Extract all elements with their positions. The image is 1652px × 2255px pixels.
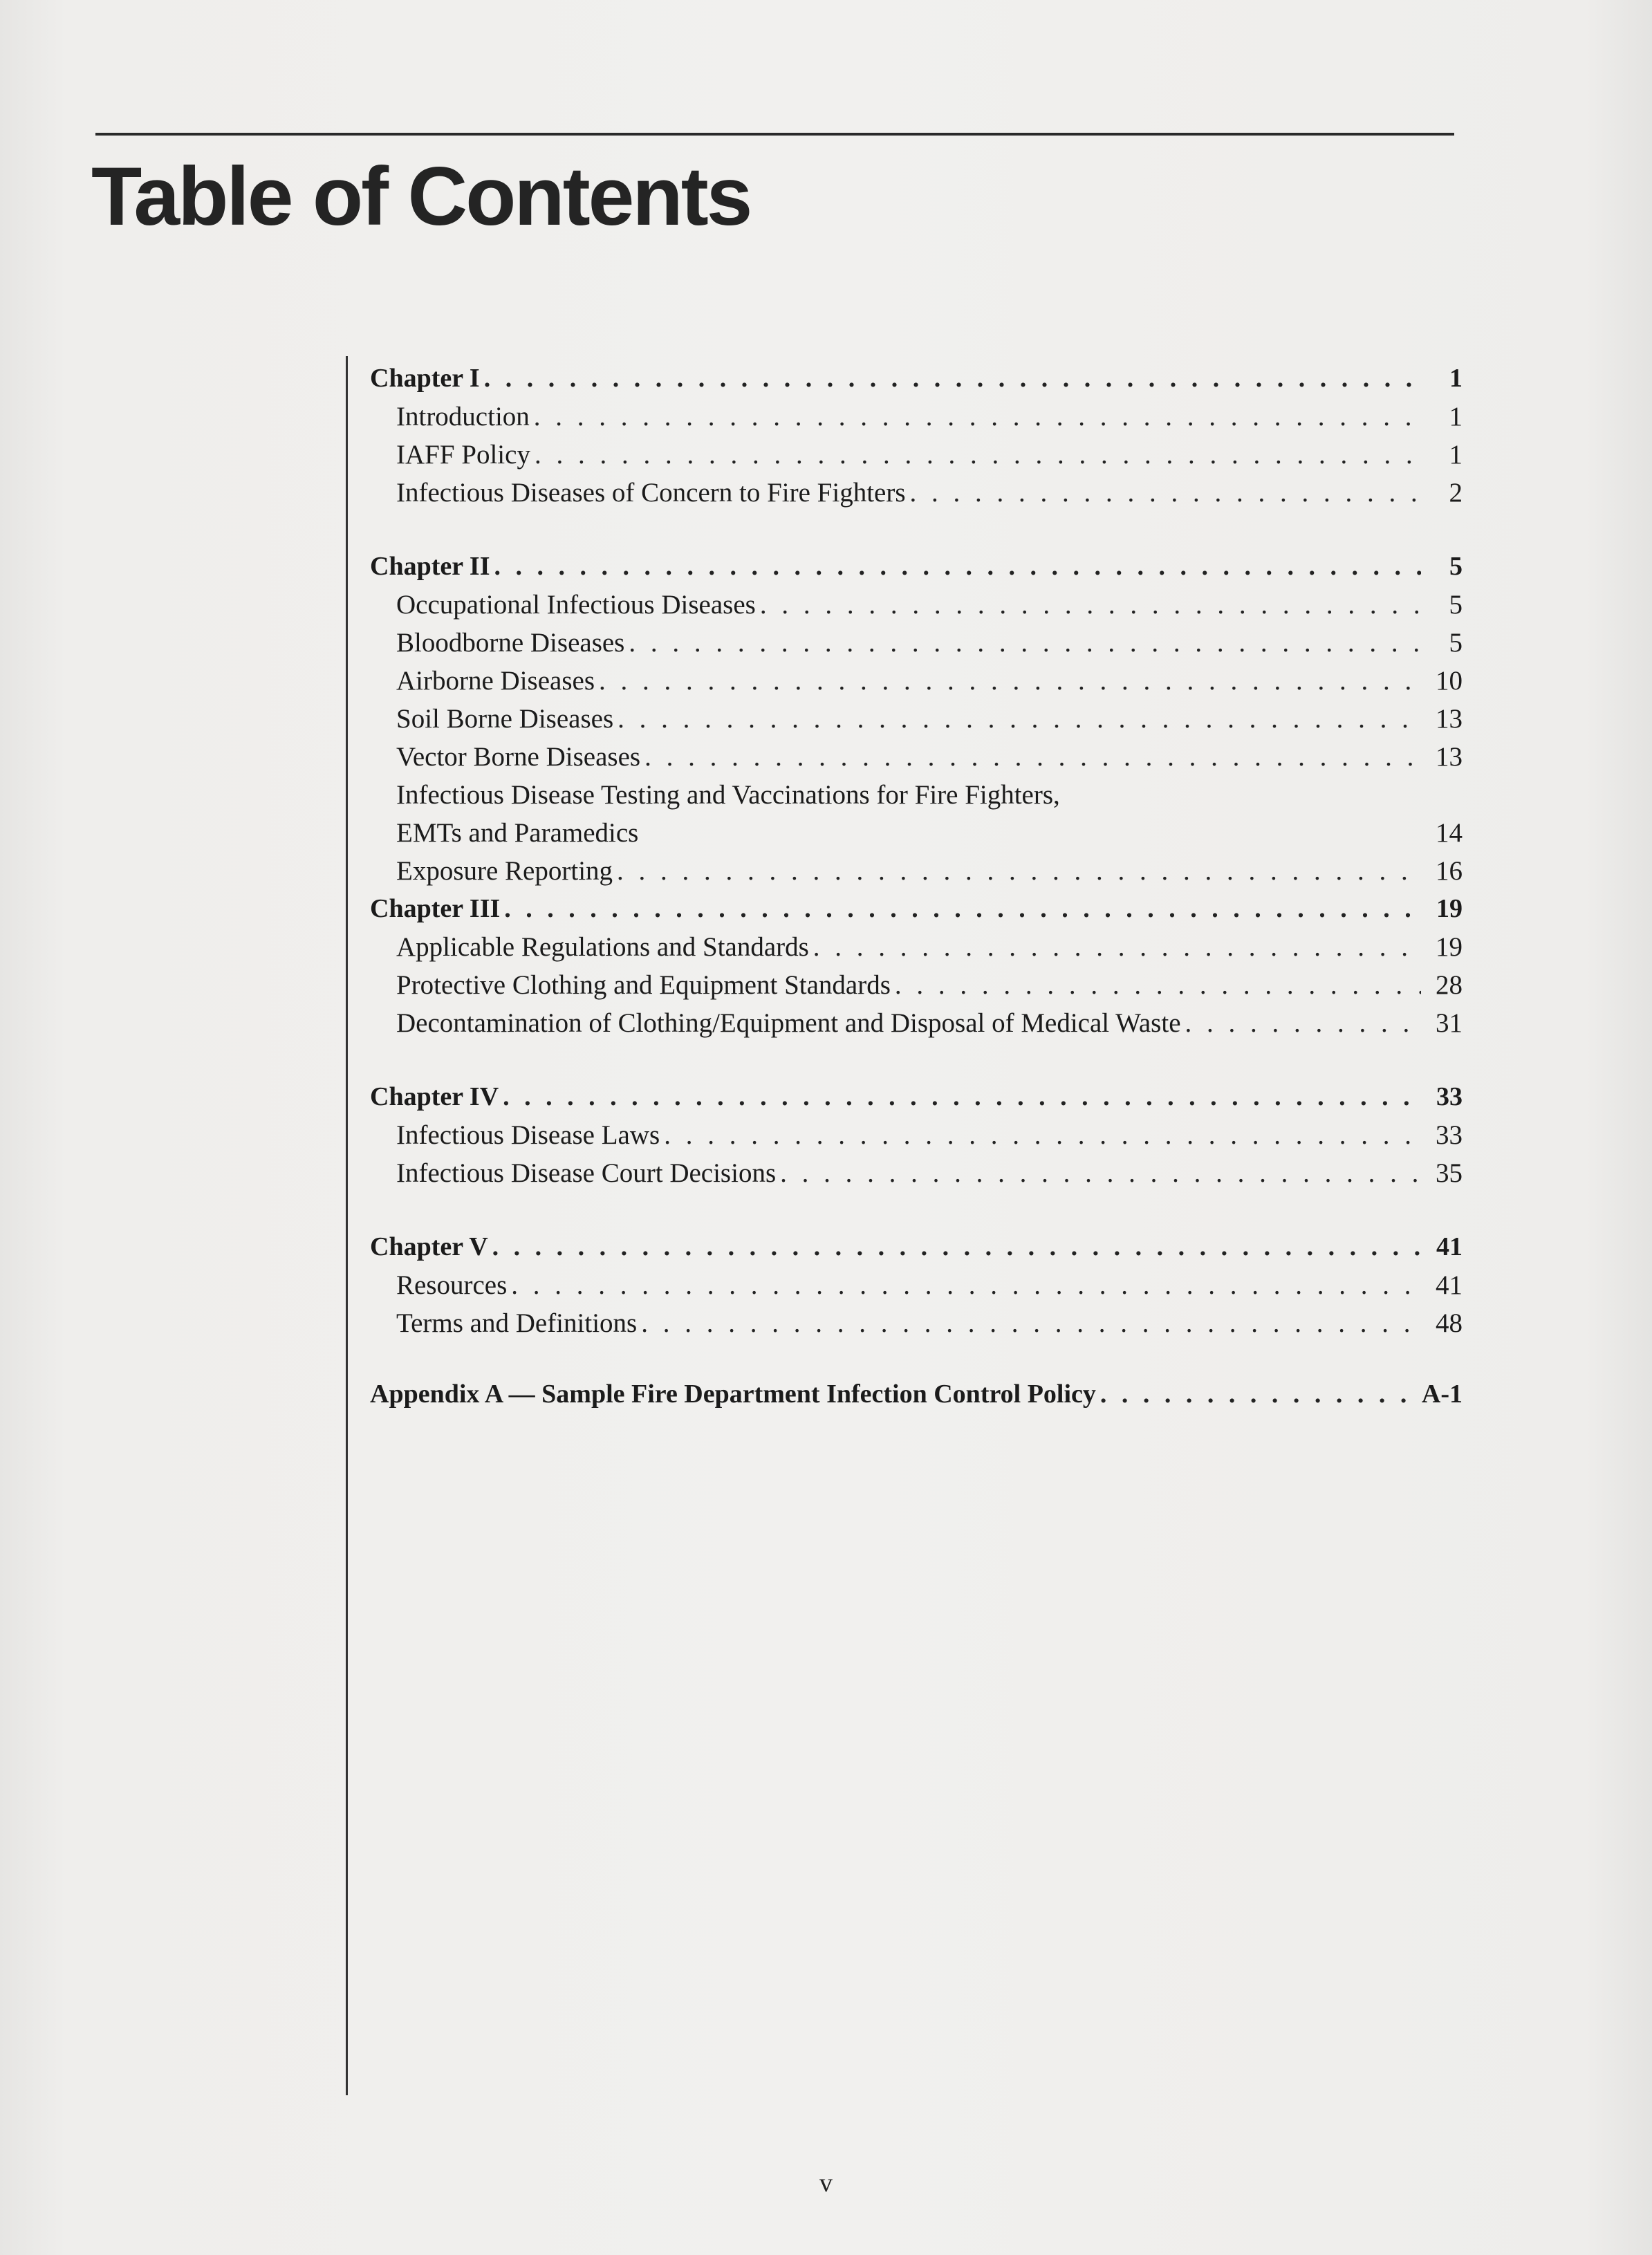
toc-entry-label: Chapter III	[370, 894, 501, 923]
toc-page-number: 33	[1436, 1120, 1463, 1150]
toc-entry-label: Infectious Disease Laws	[396, 1120, 660, 1150]
toc-page-number: 1	[1449, 364, 1463, 393]
leader-dots	[494, 548, 1422, 586]
leader-dots	[641, 1304, 1421, 1342]
leader-dots	[910, 474, 1421, 512]
page-title: Table of Contents	[91, 150, 751, 243]
leader-dots	[484, 360, 1421, 398]
header-rule	[95, 133, 1454, 136]
toc-page-number: 35	[1436, 1158, 1463, 1188]
toc-chapter-3[interactable]	[370, 890, 1463, 928]
leader-dots	[617, 852, 1421, 890]
toc-entry-label: Exposure Reporting	[396, 856, 613, 886]
toc-entry-label: Occupational Infectious Diseases	[396, 590, 756, 620]
toc-entry-label: EMTs and Paramedics	[396, 818, 639, 848]
toc-page-number: 1	[1449, 440, 1463, 470]
leader-dots	[535, 436, 1421, 474]
toc-entry-label: Bloodborne Diseases	[396, 628, 625, 658]
section-gap	[370, 1342, 1463, 1375]
toc-entry-label: Infectious Diseases of Concern to Fire Fighters	[396, 478, 906, 508]
toc-entry[interactable]	[370, 586, 1463, 624]
toc-entry[interactable]	[370, 966, 1463, 1004]
toc-page-number: 28	[1436, 970, 1463, 1000]
leader-dots	[1100, 1375, 1415, 1413]
toc-page-number: 13	[1436, 704, 1463, 734]
toc-entry-label: Infectious Disease Court Decisions	[396, 1158, 777, 1188]
toc-entry-label: Chapter V	[370, 1232, 488, 1261]
toc-page-number: A-1	[1421, 1380, 1463, 1409]
toc-page-number: 2	[1449, 478, 1463, 508]
toc-page-number: 13	[1436, 742, 1463, 772]
leader-dots	[504, 890, 1421, 928]
leader-dots	[503, 1078, 1421, 1116]
toc-entry-label: Chapter I	[370, 364, 480, 393]
section-gap	[370, 512, 1463, 548]
leader-dots	[813, 928, 1421, 966]
toc-page-number: 16	[1436, 856, 1463, 886]
page-number: v	[819, 2169, 833, 2198]
toc-chapter-1[interactable]	[370, 360, 1463, 398]
toc-entry-label: Decontamination of Clothing/Equipment and Disposal of Medical Waste	[396, 1008, 1181, 1038]
toc-entry[interactable]	[370, 474, 1463, 512]
toc-page-number: 33	[1436, 1082, 1463, 1111]
toc-entry[interactable]	[370, 398, 1463, 436]
toc-entry-label: Vector Borne Diseases	[396, 742, 641, 772]
leader-dots	[760, 586, 1421, 624]
toc-entry[interactable]	[370, 928, 1463, 966]
leader-dots	[1185, 1004, 1421, 1042]
toc-page-number: 48	[1436, 1308, 1463, 1338]
toc-entry-multiline-first[interactable]	[370, 776, 1463, 814]
toc-page-number: 1	[1449, 402, 1463, 431]
section-gap	[370, 1042, 1463, 1078]
toc-entry[interactable]	[370, 1004, 1463, 1042]
toc-page-number: 41	[1436, 1270, 1463, 1300]
toc-entry[interactable]	[370, 436, 1463, 474]
leader-dots	[895, 966, 1421, 1004]
toc-entry-label: Terms and Definitions	[396, 1308, 638, 1338]
toc-entry[interactable]	[370, 738, 1463, 776]
toc-entry[interactable]	[370, 1304, 1463, 1342]
toc-page-number: 5	[1449, 590, 1463, 620]
toc-entry-label: Appendix A — Sample Fire Department Infection Control Policy	[370, 1380, 1096, 1409]
toc-entry-label: Chapter II	[370, 552, 490, 581]
leader-dots	[534, 398, 1421, 436]
toc-entry-label: Chapter IV	[370, 1082, 499, 1111]
leader-dots	[511, 1266, 1421, 1304]
leader-dots	[780, 1154, 1421, 1192]
toc-entry-label: Protective Clothing and Equipment Standards	[396, 970, 891, 1000]
toc-page-number: 19	[1436, 932, 1463, 962]
toc-entry[interactable]	[370, 662, 1463, 700]
toc-page-number: 14	[1436, 818, 1463, 848]
toc-entry-multiline-second[interactable]	[370, 814, 1463, 852]
leader-dots	[599, 662, 1421, 700]
toc-entry-label: Airborne Diseases	[396, 666, 595, 696]
leader-dots	[664, 1116, 1421, 1154]
leader-dots	[492, 1228, 1421, 1266]
toc-entry[interactable]	[370, 852, 1463, 890]
section-gap	[370, 1192, 1463, 1228]
leader-dots	[618, 700, 1421, 738]
leader-dots	[629, 624, 1421, 662]
toc-entry-label: Resources	[396, 1270, 508, 1300]
toc-page-number: 31	[1436, 1008, 1463, 1038]
toc-entry-label: Introduction	[396, 402, 530, 431]
toc-page-number: 19	[1436, 894, 1463, 923]
toc-chapter-4[interactable]	[370, 1078, 1463, 1116]
toc-entry[interactable]	[370, 1154, 1463, 1192]
toc-entry[interactable]	[370, 700, 1463, 738]
toc-chapter-2[interactable]	[370, 548, 1463, 586]
margin-rule	[346, 356, 348, 2095]
toc-chapter-5[interactable]	[370, 1228, 1463, 1266]
toc-page-number: 41	[1436, 1232, 1463, 1261]
toc-page-number: 5	[1449, 552, 1463, 581]
toc-entry-label: Applicable Regulations and Standards	[396, 932, 809, 962]
toc-entry[interactable]	[370, 1266, 1463, 1304]
toc-entry[interactable]	[370, 1116, 1463, 1154]
toc-page-number: 5	[1449, 628, 1463, 658]
leader-dots	[644, 738, 1421, 776]
toc-entry-label: Soil Borne Diseases	[396, 704, 614, 734]
toc-entry-label: IAFF Policy	[396, 440, 530, 470]
toc-page-number: 10	[1436, 666, 1463, 696]
toc-entry[interactable]	[370, 624, 1463, 662]
toc-entry-label: Infectious Disease Testing and Vaccinations for Fire Fighters,	[396, 780, 1060, 810]
toc-appendix-a[interactable]	[370, 1375, 1463, 1413]
table-of-contents	[370, 360, 1463, 1413]
